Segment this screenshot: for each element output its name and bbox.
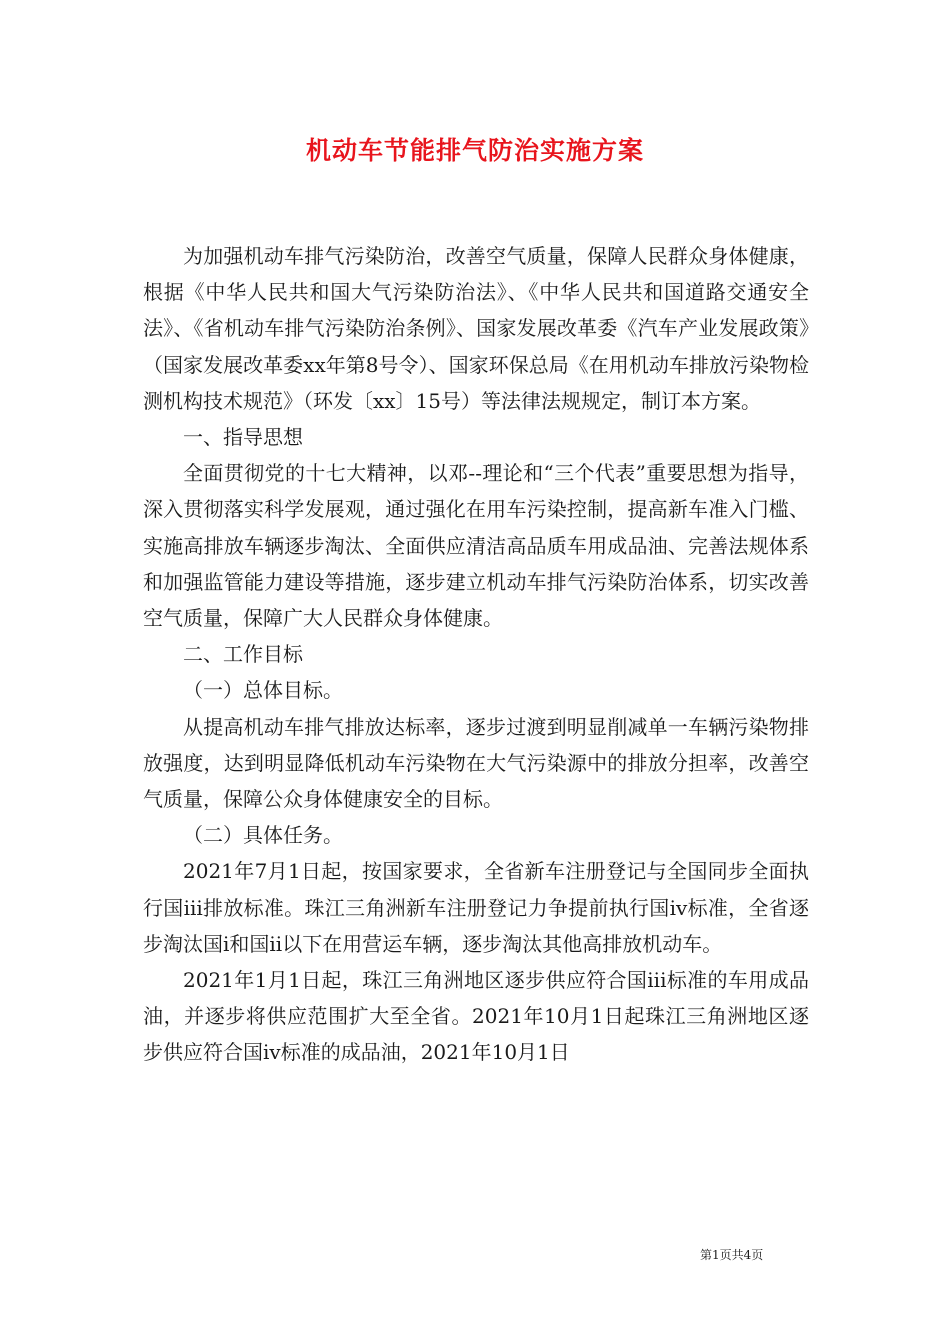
specific-tasks-paragraph-2: 2021年1月1日起，珠江三角洲地区逐步供应符合国iii标准的车用成品油，并逐步将供应范围扩大至全省。2021年10月1日起珠江三角洲地区逐步供应符合国iv标准的成品油，2021年10月1日 — [143, 968, 809, 1065]
specific-tasks-paragraph-1: 2021年7月1日起，按国家要求，全省新车注册登记与全国同步全面执行国iii排放标准。珠江三角洲新车注册登记力争提前执行国iv标准，全省逐步淘汰国i和国ii以下在用营运车辆，逐步淘汰其他高排放机动车。 — [143, 859, 809, 956]
subheading-overall-goal: （一）总体目标。 — [183, 678, 343, 703]
section-heading-work-goals: 二、工作目标 — [183, 642, 303, 667]
document-title: 机动车节能排气防治实施方案 — [305, 136, 644, 165]
document-body — [143, 238, 809, 1071]
overall-goal-paragraph: 从提高机动车排气排放达标率，逐步过渡到明显削减单一车辆污染物排放强度，达到明显降低机动车污染物在大气污染源中的排放分担率，改善空气质量，保障公众身体健康安全的目标。 — [143, 714, 809, 812]
intro-paragraph: 为加强机动车排气污染防治，改善空气质量，保障人民群众身体健康，根据《中华人民共和国大气污染防治法》、《中华人民共和国道路交通安全法》、《省机动车排气污染防治条例》、国家发展改革委《汽车产业发展政策》（国家发展改革委xx年第8号令）、国家环保总局《在用机动车排放污染物检测机构技术规范》（环发〔xx〕15号）等法律法规规定，制订本方案。 — [143, 244, 809, 413]
section-heading-guiding-thought: 一、指导思想 — [183, 425, 303, 450]
page-number-indicator: 第1页共4页 — [700, 1248, 764, 1262]
guiding-thought-paragraph: 全面贯彻党的十七大精神，以邓--理论和“三个代表”重要思想为指导，深入贯彻落实科学发展观，通过强化在用车污染控制，提高新车准入门槛、实施高排放车辆逐步淘汰、全面供应清洁高品质车用成品油、完善法规体系和加强监管能力建设等措施，逐步建立机动车排气污染防治体系，切实改善空气质量，保障广大人民群众身体健康。 — [143, 461, 809, 631]
subheading-specific-tasks: （二）具体任务。 — [183, 823, 343, 848]
